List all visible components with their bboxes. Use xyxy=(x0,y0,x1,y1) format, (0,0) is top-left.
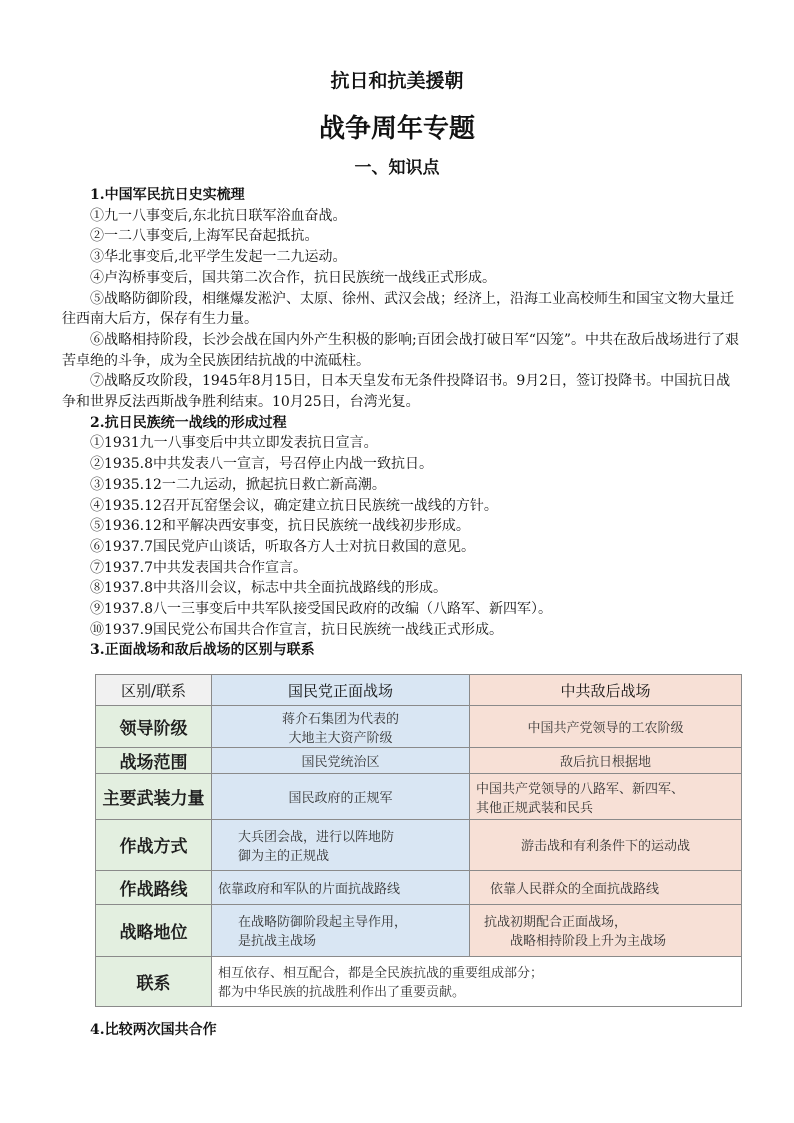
cell-line: 中国共产党领导的工农阶级 xyxy=(527,721,684,737)
cell-line: 相互依存、相互配合，都是全民族抗战的重要组成部分； xyxy=(218,966,544,982)
cell-line: 依靠人民群众的全面抗战路线 xyxy=(490,881,660,897)
section2-item: ⑤1936.12和平解决西安事变，抗日民族统一战线初步形成。 xyxy=(90,518,470,535)
doc-title-top: 抗日和抗美援朝 xyxy=(330,70,464,92)
kmt-cell xyxy=(212,774,470,820)
section1-item: ②一二八事变后,上海军民奋起抵抗。 xyxy=(90,228,319,245)
section1-item: ①九一八事变后,东北抗日联军浴血奋战。 xyxy=(90,207,347,224)
ccp-cell xyxy=(470,904,742,956)
table-row xyxy=(96,706,742,748)
row-label: 联系 xyxy=(96,956,212,1006)
section2-item: ④1935.12召开瓦窑堡会议，确定建立抗日民族统一战线的方针。 xyxy=(90,497,498,514)
cell-line: 其他正规武装和民兵 xyxy=(476,800,594,816)
cell-line: 抗战初期配合正面战场， xyxy=(484,915,628,931)
ccp-cell xyxy=(470,820,742,870)
section2-item: ⑩1937.9国民党公布国共合作宣言，抗日民族统一战线正式形成。 xyxy=(90,621,503,638)
kmt-cell xyxy=(212,820,470,870)
ccp-cell xyxy=(470,706,742,748)
comparison-table xyxy=(95,674,742,1007)
section1-item: ⑥战略相持阶段，长沙会战在国内外产生积极的影响;百团会战打破日军“囚笼”。中共在敌后战场进行了艰苦卓绝的斗争，成为全民族团结抗战的中流砥柱。 xyxy=(62,331,740,369)
row-label: 作战方式 xyxy=(96,820,212,870)
table-row xyxy=(96,774,742,820)
ccp-cell xyxy=(470,748,742,774)
section1-heading: 1.中国军民抗日史实梳理 xyxy=(90,187,245,203)
cell-line: 御为主的正规战 xyxy=(238,848,330,864)
cell-line: 都为中华民族的抗战胜利作出了重要贡献。 xyxy=(218,985,466,1001)
cell-line: 大地主大资产阶级 xyxy=(288,730,393,746)
ccp-cell xyxy=(470,774,742,820)
row-label: 战场范围 xyxy=(96,748,212,774)
table-header-row xyxy=(96,675,742,706)
section3-heading: 3.正面战场和敌后战场的区别与联系 xyxy=(90,642,315,659)
cell-line: 依靠政府和军队的片面抗战路线 xyxy=(218,881,401,897)
section-title-knowledge: 一、知识点 xyxy=(354,158,440,178)
section2-heading: 2.抗日民族统一战线的形成过程 xyxy=(90,414,287,431)
section2-item: ⑦1937.7中共发表国共合作宣言。 xyxy=(90,559,307,576)
table-row xyxy=(96,820,742,870)
section2-item: ③1935.12一二九运动，掀起抗日救亡新高潮。 xyxy=(90,476,386,493)
section2-item: ②1935.8中共发表八一宣言，号召停止内战一致抗日。 xyxy=(90,456,433,473)
link-cell xyxy=(212,956,742,1006)
row-label: 主要武装力量 xyxy=(96,774,212,820)
cell-line: 在战略防御阶段起主导作用， xyxy=(238,915,408,931)
doc-title-main: 战争周年专题 xyxy=(318,114,475,144)
table-header-kmt: 国民党正面战场 xyxy=(212,675,470,706)
table-row-link xyxy=(96,956,742,1006)
kmt-cell xyxy=(212,748,470,774)
table-row xyxy=(96,870,742,904)
cell-line: 是抗战主战场 xyxy=(238,934,317,950)
section1-item: ④卢沟桥事变后，国共第二次合作，抗日民族统一战线正式形成。 xyxy=(90,269,496,286)
section2-item: ①1931九一八事变后中共立即发表抗日宣言。 xyxy=(90,435,378,452)
content-body xyxy=(62,185,742,661)
row-label: 领导阶级 xyxy=(96,706,212,748)
row-label: 作战路线 xyxy=(96,870,212,904)
cell-line: 游击战和有利条件下的运动战 xyxy=(520,839,690,855)
section4-heading: 4.比较两次国共合作 xyxy=(90,1022,217,1038)
cell-line: 战略相持阶段上升为主战场 xyxy=(510,934,667,950)
kmt-cell xyxy=(212,904,470,956)
table-header-category: 区别/联系 xyxy=(96,675,212,706)
section2-item: ⑥1937.7国民党庐山谈话，听取各方人士对抗日救国的意见。 xyxy=(90,538,475,555)
cell-line: 中国共产党领导的八路军、新四军、 xyxy=(476,781,685,797)
ccp-cell xyxy=(470,870,742,904)
section1-item: ⑦战略反攻阶段，1945年8月15日，日本天皇发布无条件投降诏书。9月2日，签订投降书。中国抗日战争和世界反法西斯战争胜利结束。10月25日，台湾光复。 xyxy=(62,373,731,411)
section1-item: ⑤战略防御阶段，相继爆发淞沪、太原、徐州、武汉会战；经济上，沿海工业高校师生和国宝文物大量迁往西南大后方，保存有生力量。 xyxy=(62,290,734,328)
table-header-ccp: 中共敌后战场 xyxy=(470,675,742,706)
cell-line: 国民党统治区 xyxy=(301,755,380,771)
kmt-cell xyxy=(212,706,470,748)
table-row xyxy=(96,904,742,956)
section1-item: ③华北事变后,北平学生发起一二九运动。 xyxy=(90,249,347,266)
cell-line: 蒋介石集团为代表的 xyxy=(281,711,399,727)
cell-line: 敌后抗日根据地 xyxy=(559,755,651,771)
cell-line: 大兵团会战，进行以阵地防 xyxy=(238,829,395,845)
table-row xyxy=(96,748,742,774)
kmt-cell xyxy=(212,870,470,904)
cell-line: 国民政府的正规军 xyxy=(288,791,393,807)
section2-item: ⑧1937.8中共洛川会议，标志中共全面抗战路线的形成。 xyxy=(90,580,447,597)
row-label: 战略地位 xyxy=(96,904,212,956)
section2-item: ⑨1937.8八一三事变后中共军队接受国民政府的改编（八路军、新四军）。 xyxy=(90,601,552,618)
